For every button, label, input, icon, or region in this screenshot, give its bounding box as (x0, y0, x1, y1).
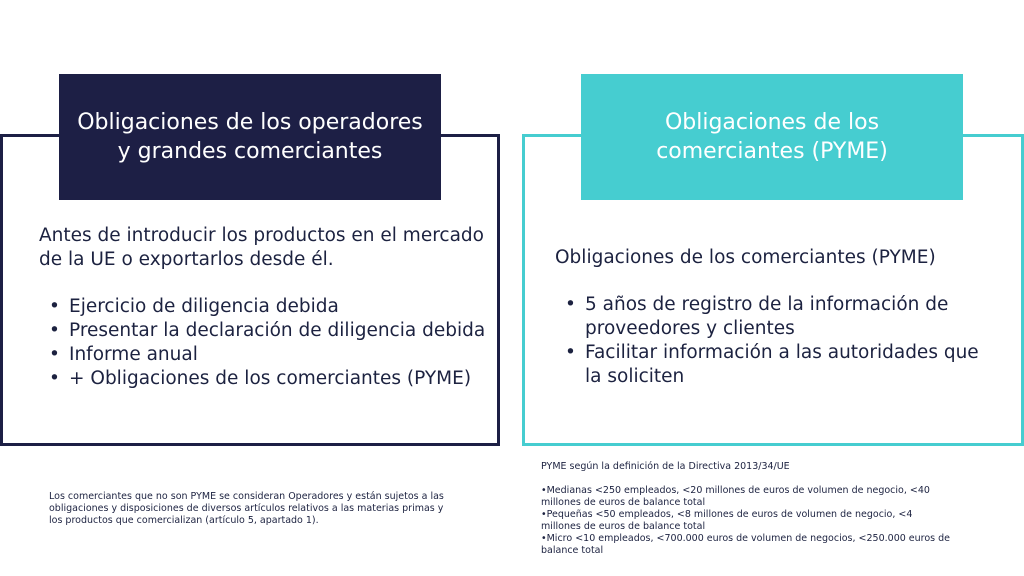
sme-category-micro: •Micro <10 empleados, <700.000 euros de volumen de negocios, <250.000 euros de balance total (541, 533, 951, 556)
operators-footnote: Los comerciantes que no son PYME se consideran Operadores y están sujetos a las obligaciones y disposiciones de diversos artículos relativos a las materias primas y los productos que comercializan (artículo 5, apartado 1). (49, 491, 444, 526)
sme-obligations-list (555, 293, 995, 389)
sme-category-small: •Pequeñas <50 empleados, <8 millones de euros de volumen de negocio, <4 millones de euros de balance total (541, 509, 913, 532)
operators-panel-content (39, 224, 494, 391)
sme-definition: PYME según la definición de la Directiva 2013/34/UE (541, 461, 790, 472)
list-item: • + Obligaciones de los comerciantes (PYME) (69, 367, 494, 391)
list-item: • 5 años de registro de la información de proveedores y clientes (585, 293, 995, 341)
list-item: • Presentar la declaración de diligencia debida (69, 319, 494, 343)
sme-category-medium: •Medianas <250 empleados, <20 millones de euros de volumen de negocio, <40 millones de euros de balance total (541, 485, 930, 508)
list-item: • Informe anual (69, 343, 494, 367)
sme-panel-content (555, 246, 995, 389)
list-item: • Facilitar información a las autoridades que la soliciten (585, 341, 995, 389)
operators-title-text: Obligaciones de los operadores y grandes comerciantes (77, 110, 423, 164)
list-item: • Ejercicio de diligencia debida (69, 295, 494, 319)
operators-obligations-list (39, 295, 494, 391)
sme-title-text: Obligaciones de los comerciantes (PYME) (656, 110, 888, 164)
sme-definition-footnote (541, 461, 951, 557)
operators-panel-title (59, 74, 441, 200)
sme-intro: Obligaciones de los comerciantes (PYME) (555, 247, 936, 268)
operators-intro: Antes de introducir los productos en el mercado de la UE o exportarlos desde él. (39, 225, 484, 270)
sme-panel-title (581, 74, 963, 200)
